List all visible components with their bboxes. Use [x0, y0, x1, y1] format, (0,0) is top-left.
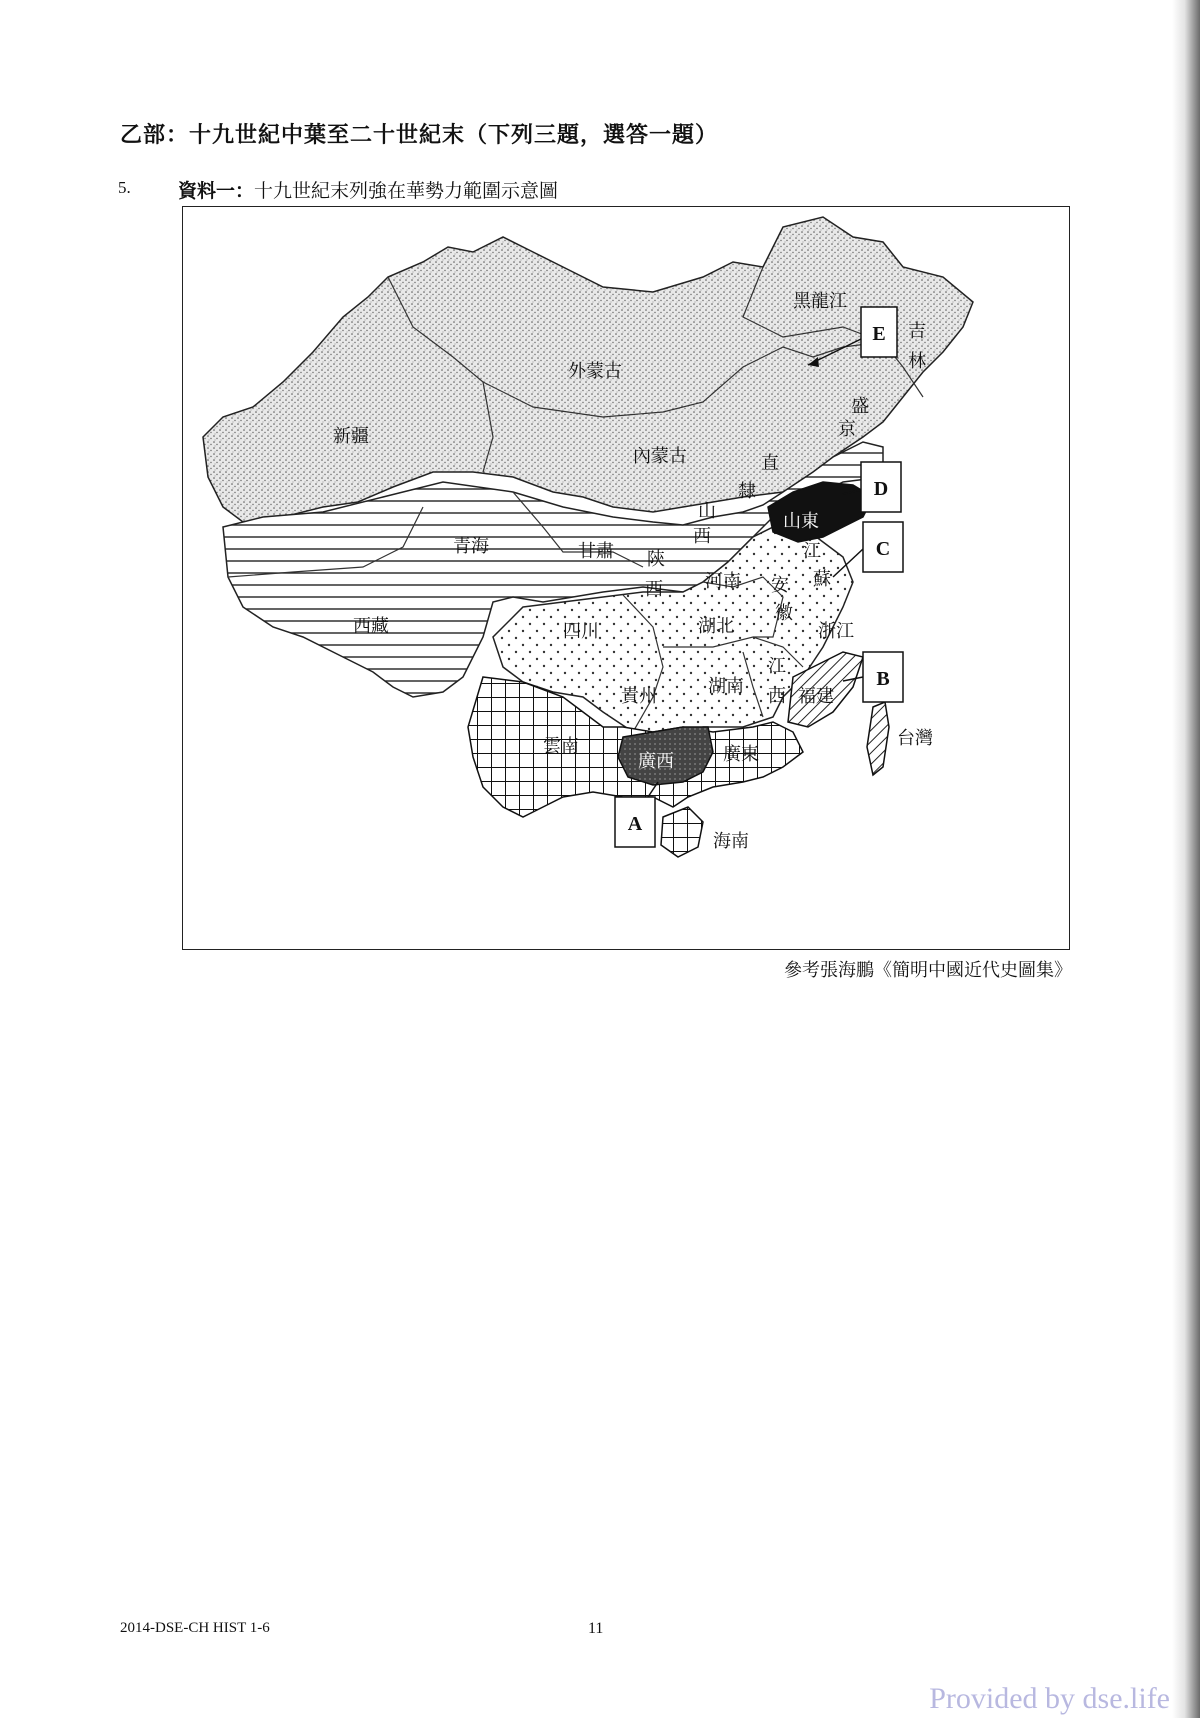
region-hainan — [661, 807, 703, 857]
label-jilin-2: 林 — [908, 351, 926, 372]
label-jiangxi-1: 江 — [768, 656, 786, 677]
label-shaanxi-2: 西 — [645, 579, 663, 600]
marker-e — [861, 307, 897, 357]
marker-b — [863, 652, 903, 702]
label-shengjing-1: 盛 — [851, 396, 869, 417]
label-zhejiang: 浙江 — [818, 621, 854, 642]
label-taiwan: 台灣 — [897, 728, 933, 749]
label-waimenggu: 外蒙古 — [568, 361, 622, 382]
label-henan: 河南 — [705, 571, 741, 592]
label-jiangsu-1: 江 — [803, 541, 821, 562]
label-shanxi-2: 西 — [693, 526, 711, 547]
label-xinjiang: 新疆 — [333, 426, 369, 447]
label-gansu: 甘肅 — [578, 541, 614, 562]
label-shanxi-1: 山 — [698, 501, 716, 522]
section-heading: 乙部：十九世紀中葉至二十世紀末（下列三題，選答一題） — [120, 123, 719, 148]
label-heilongjiang: 黑龍江 — [793, 291, 847, 312]
map-citation: 參考張海鵬《簡明中國近代史圖集》 — [784, 960, 1072, 981]
watermark: Provided by dse.life — [929, 1682, 1170, 1715]
label-guangxi: 廣西 — [638, 751, 674, 772]
label-zhili-2: 隸 — [738, 481, 756, 502]
svg-text:C: C — [875, 538, 891, 560]
region-taiwan — [867, 702, 889, 775]
label-neimenggu: 內蒙古 — [633, 446, 687, 467]
source-title: 十九世紀末列強在華勢力範圍示意圖 — [254, 180, 559, 202]
label-hunan: 湖南 — [708, 676, 744, 697]
label-fujian: 福建 — [798, 686, 834, 707]
label-hainan: 海南 — [713, 831, 749, 852]
source-label: 資料一： — [178, 180, 255, 202]
label-zhili-1: 直 — [761, 453, 779, 474]
page-number: 11 — [588, 1620, 604, 1637]
svg-text:A: A — [627, 813, 643, 835]
svg-text:E: E — [872, 323, 886, 345]
label-hubei: 湖北 — [698, 616, 734, 637]
label-sichuan: 四川 — [563, 621, 599, 642]
marker-a — [615, 797, 655, 847]
label-shandong: 山東 — [783, 511, 819, 532]
label-xizang: 西藏 — [353, 616, 389, 637]
marker-d — [861, 462, 901, 512]
label-jiangxi-2: 西 — [768, 686, 786, 707]
exam-code: 2014-DSE-CH HIST 1-6 — [120, 1620, 270, 1636]
marker-c — [863, 522, 903, 572]
spheres-of-influence-map — [182, 206, 1070, 950]
label-anhui-1: 安 — [771, 575, 789, 596]
svg-text:B: B — [876, 668, 890, 690]
label-jiangsu-2: 蘇 — [813, 569, 831, 590]
label-guizhou: 貴州 — [621, 686, 657, 707]
scan-edge-shadow — [1172, 0, 1200, 1718]
label-shaanxi-1: 陝 — [647, 549, 665, 570]
question-number: 5. — [118, 178, 131, 197]
source-caption — [178, 176, 558, 203]
label-guangdong: 廣東 — [723, 744, 759, 765]
map-svg — [183, 207, 1070, 950]
svg-text:D: D — [873, 478, 889, 500]
label-qinghai: 青海 — [453, 536, 489, 557]
label-yunnan: 雲南 — [543, 736, 579, 757]
label-shengjing-2: 京 — [838, 419, 856, 440]
label-jilin-1: 吉 — [908, 321, 926, 342]
label-anhui-2: 徽 — [775, 603, 793, 624]
